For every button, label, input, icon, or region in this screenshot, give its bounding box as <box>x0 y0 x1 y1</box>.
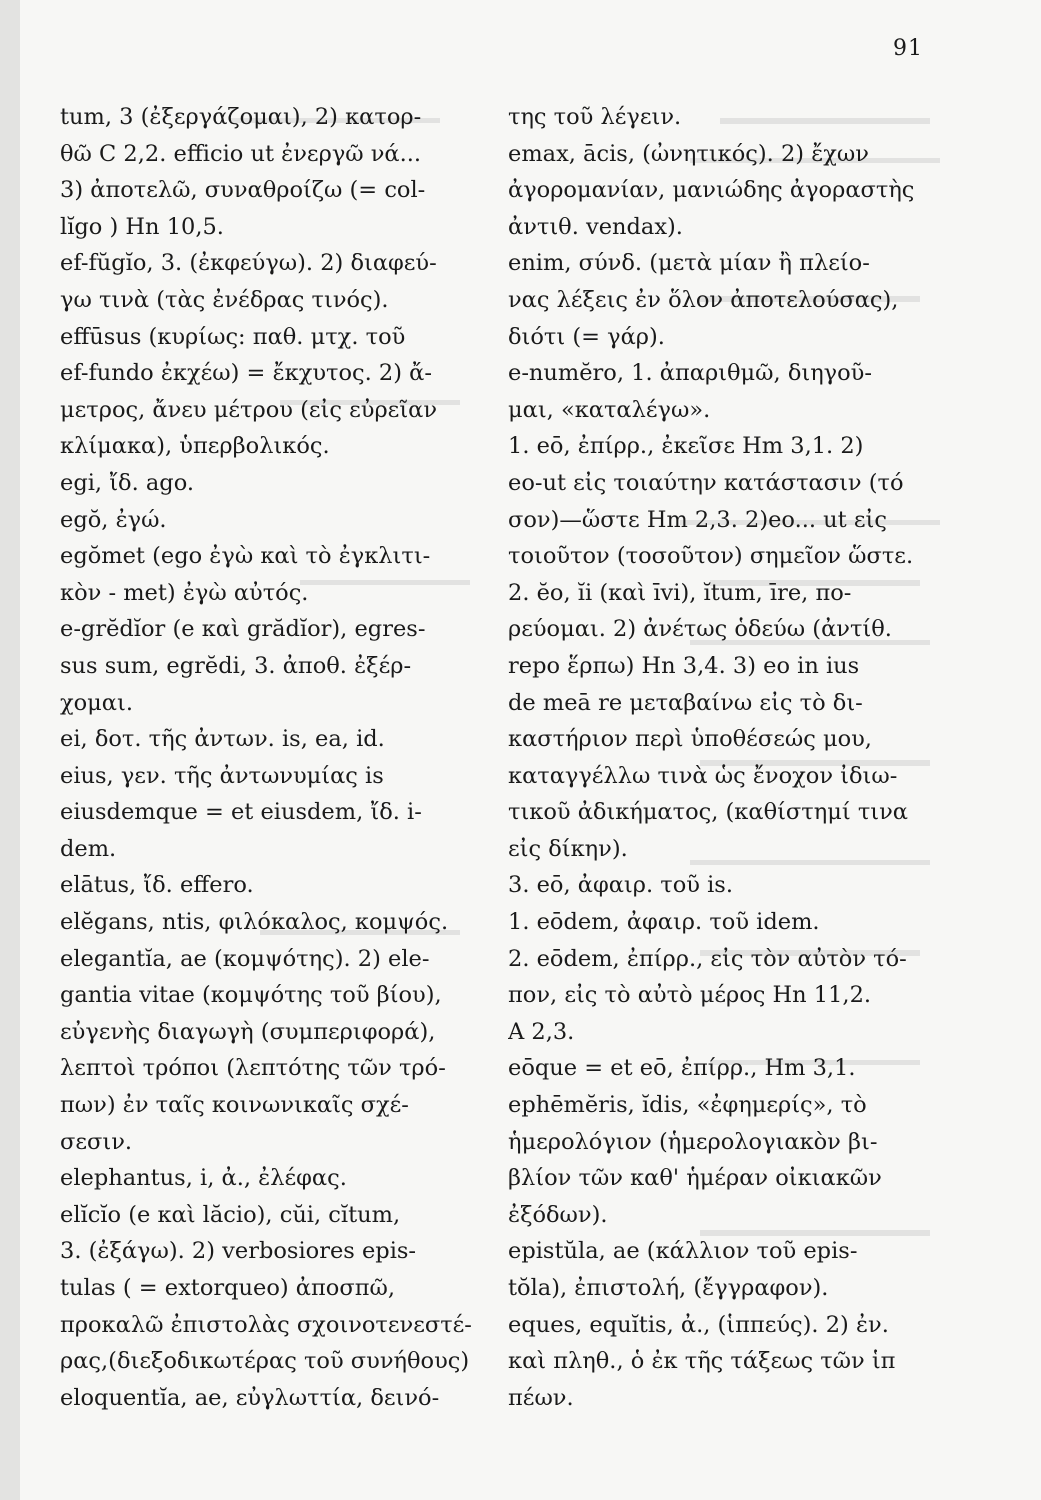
dictionary-line: ἡμερολόγιον (ἡμερολογιακὸν βι- <box>508 1128 878 1155</box>
dictionary-line: γω τινὰ (τὰς ἐνέδρας τινός). <box>60 286 389 313</box>
dictionary-line: καστήριον περὶ ὑποθέσεώς μου, <box>508 726 872 753</box>
dictionary-line: πέων. <box>508 1384 574 1411</box>
dictionary-line: tum, 3 (ἐξεργάζομαι), 2) κατορ- <box>60 104 422 130</box>
dictionary-line: elĕgans, ntis, φιλόκαλος, κομψός. <box>60 909 449 936</box>
dictionary-line: 1. eō, ἐπίρρ., ἐκεῖσε Hm 3,1. 2) <box>508 433 864 460</box>
dictionary-line: ἐξόδων). <box>508 1201 608 1228</box>
dictionary-line: elātus, ἴδ. effero. <box>60 872 254 899</box>
dictionary-line: eōque = et eō, ἐπίρρ., Hm 3,1. <box>508 1055 856 1082</box>
dictionary-line: epistŭla, ae (κάλλιον τοῦ epis- <box>508 1238 858 1265</box>
dictionary-line: ρας,(διεξοδικωτέρας τοῦ συνήθους) <box>60 1348 470 1375</box>
dictionary-line: εἰς δίκην). <box>508 835 628 862</box>
dictionary-line: tulas ( = extorqueo) ἀποσπῶ, <box>60 1275 395 1301</box>
dictionary-line: effūsus (κυρίως: παθ. μτχ. τοῦ <box>60 323 406 350</box>
dictionary-line: elĭcĭo (e καὶ lăcio), cŭi, cĭtum, <box>60 1201 401 1228</box>
dictionary-line: σεσιν. <box>60 1128 133 1155</box>
dictionary-line: e-numĕro, 1. ἀπαριθμῶ, διηγοῦ- <box>508 360 872 387</box>
dictionary-line: 3) ἀποτελῶ, συναθροίζω (= col- <box>60 177 426 204</box>
dictionary-line: πον, εἰς τὸ αὐτὸ μέρος Hn 11,2. <box>508 982 872 1009</box>
dictionary-line: πων) ἐν ταῖς κοινωνικαῖς σχέ- <box>60 1092 409 1119</box>
dictionary-line: eiusdemque = et eiusdem, ἴδ. i- <box>60 799 422 826</box>
dictionary-line: της τοῦ λέγειν. <box>508 104 682 130</box>
dictionary-line: eloquentĭa, ae, εὐγλωττία, δεινό- <box>60 1384 440 1411</box>
dictionary-line: 2. ĕo, ĭi (καὶ īvi), ĭtum, īre, πο- <box>508 579 852 606</box>
dictionary-line: elephantus, i, ἀ., ἐλέφας. <box>60 1165 347 1192</box>
dictionary-line: 2. eōdem, ἐπίρρ., εἰς τὸν αὐτὸν τό- <box>508 945 907 972</box>
dictionary-line: egŏmet (ego ἐγὼ καὶ τὸ ἐγκλιτι- <box>60 543 431 570</box>
dictionary-line: σον)—ὥστε Hm 2,3. 2)eo... ut εἰς <box>508 506 887 533</box>
dictionary-line: διότι (= γάρ). <box>508 323 665 350</box>
dictionary-line: elegantĭa, ae (κομψότης). 2) ele- <box>60 945 430 972</box>
page-number: 91 <box>893 36 923 61</box>
dictionary-line: ei, δοτ. τῆς ἀντων. is, ea, id. <box>60 726 385 753</box>
dictionary-line: gantia vitae (κομψότης τοῦ βίου), <box>60 982 442 1009</box>
dictionary-line: τικοῦ ἀδικήματος, (καθίστημί τινα <box>508 799 908 826</box>
dictionary-line: eo-ut εἰς τοιαύτην κατάστασιν (τό <box>508 469 904 496</box>
dictionary-line: 3. eō, ἀφαιρ. τοῦ is. <box>508 872 733 899</box>
dictionary-line: egi, ἴδ. ago. <box>60 469 195 496</box>
dictionary-line: κὸν - met) ἐγὼ αὐτός. <box>60 579 309 606</box>
dictionary-line: καὶ πληθ., ὁ ἐκ τῆς τάξεως τῶν ἱπ <box>508 1348 896 1375</box>
dictionary-line: A 2,3. <box>508 1018 575 1045</box>
right-column <box>508 99 940 1416</box>
dictionary-line: ef-fŭgĭo, 3. (ἐκφεύγω). 2) διαφεύ- <box>60 250 437 277</box>
dictionary-line: προκαλῶ ἐπιστολὰς σχοινοτενεστέ- <box>60 1311 472 1338</box>
dictionary-line: ρεύομαι. 2) ἀνέτως ὁδεύω (ἀντίθ. <box>508 616 892 643</box>
dictionary-line: e-grĕdĭor (e καὶ grădĭor), egres- <box>60 616 426 643</box>
dictionary-line: sus sum, egrĕdi, 3. ἀποθ. ἐξέρ- <box>60 652 412 679</box>
dictionary-line: 3. (ἐξάγω). 2) verbosiores epis- <box>60 1238 417 1265</box>
dictionary-line: enim, σύνδ. (μετὰ μίαν ἢ πλείο- <box>508 250 870 277</box>
dictionary-line: εὐγενὴς διαγωγὴ (συμπεριφορά), <box>60 1018 436 1045</box>
dictionary-line: egŏ, ἐγώ. <box>60 506 167 533</box>
dictionary-line: θῶ C 2,2. efficio ut ἐνεργῶ νά... <box>60 140 422 167</box>
dictionary-line: de meā re μεταβαίνω εἰς τὸ δι- <box>508 689 863 716</box>
dictionary-line: νας λέξεις ἐν ὅλον ἀποτελούσας), <box>508 286 899 313</box>
dictionary-line: ephēmĕris, ĭdis, «ἐφημερίς», τὸ <box>508 1092 867 1119</box>
dictionary-line: μαι, «καταλέγω». <box>508 396 711 423</box>
dictionary-line: χομαι. <box>60 689 133 716</box>
dictionary-line: τοιοῦτον (τοσοῦτον) σημεῖον ὥστε. <box>508 543 914 570</box>
dictionary-line: ef-fundo ἐκχέω) = ἔκχυτος. 2) ἄ- <box>60 360 432 387</box>
dictionary-line: μετρος, ἄνευ μέτρου (εἰς εὐρεῖαν <box>60 396 438 423</box>
dictionary-line: ἀγορομανίαν, μανιώδης ἀγοραστὴς <box>508 177 915 204</box>
left-column <box>60 99 492 1416</box>
dictionary-line: dem. <box>60 835 117 862</box>
dictionary-line: eius, γεν. τῆς ἀντωνυμίας is <box>60 762 384 789</box>
dictionary-line: eques, equĭtis, ἀ., (ἱππεύς). 2) ἐν. <box>508 1311 889 1338</box>
dictionary-line: ἀντιθ. vendax). <box>508 213 683 240</box>
dictionary-line: 1. eōdem, ἀφαιρ. τοῦ idem. <box>508 909 820 936</box>
dictionary-line: lĭgo ) Hn 10,5. <box>60 213 224 240</box>
dictionary-line: tŏla), ἐπιστολή, (ἔγγραφον). <box>508 1275 829 1301</box>
dictionary-line: καταγγέλλω τινὰ ὡς ἔνοχον ἰδιω- <box>508 762 898 789</box>
dictionary-line: emax, ācis, (ὠνητικός). 2) ἔχων <box>508 140 869 167</box>
dictionary-line: βλίον τῶν καθ' ἡμέραν οἰκιακῶν <box>508 1165 882 1192</box>
dictionary-line: κλίμακα), ὑπερβολικός. <box>60 433 330 460</box>
dictionary-line: repo ἕρπω) Hn 3,4. 3) eo in ius <box>508 652 860 679</box>
dictionary-line: λεπτοὶ τρόποι (λεπτότης τῶν τρό- <box>60 1055 446 1082</box>
